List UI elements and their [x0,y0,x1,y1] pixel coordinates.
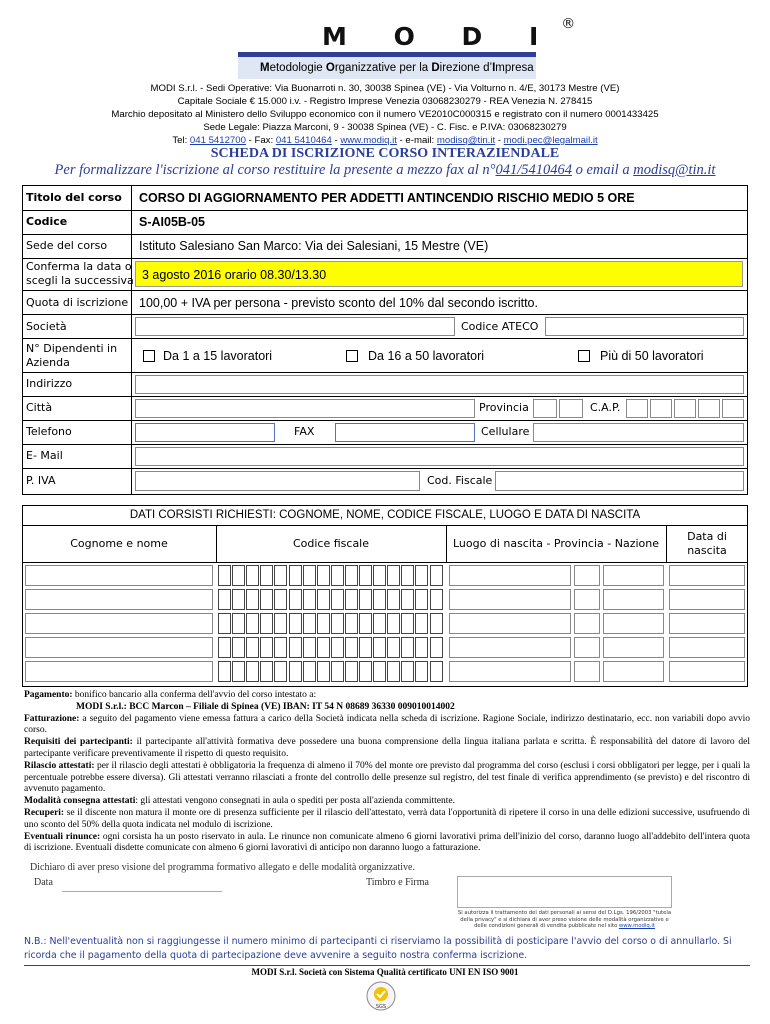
bank-details: MODI S.r.l.: BCC Marcon – Filiale di Spinea (VE) IBAN: IT 54 N 08689 36330 009010014002 [76,701,455,712]
corsista-cf-char[interactable] [317,589,330,610]
dip-50plus-label: Più di 50 lavoratori [600,349,704,363]
cap-char[interactable] [626,399,648,418]
corsista-provincia-input[interactable] [574,637,600,658]
corsista-nome-input[interactable] [25,661,213,682]
corsista-cf-char[interactable] [218,565,231,586]
corsista-cf-char[interactable] [345,589,358,610]
corsista-cf-char[interactable] [317,637,330,658]
row-line [22,468,748,469]
separator: - [331,135,341,146]
corsista-cf-char[interactable] [260,613,273,634]
corsista-cf-char[interactable] [289,661,302,682]
corsista-cf-char[interactable] [218,661,231,682]
conferma-value: 3 agosto 2016 orario 08.30/13.30 [142,268,327,282]
corsista-cf-char[interactable] [359,589,372,610]
corsista-cf-char[interactable] [373,637,386,658]
recuperi-label: Recuperi: [24,807,65,818]
titolo-value: CORSO DI AGGIORNAMENTO PER ADDETTI ANTINCENDIO RISCHIO MEDIO 5 ORE [139,191,635,205]
rilascio-label: Rilascio attestati: [24,760,95,771]
firma-box[interactable] [457,876,672,908]
row-line [22,525,748,526]
pagamento-label: Pagamento: [24,690,73,700]
piva-input[interactable] [135,471,420,491]
citta-label: Città [26,401,53,414]
corsista-cf-char[interactable] [232,565,245,586]
corsista-cf-char[interactable] [260,565,273,586]
address-line-2: Capitale Sociale € 15.000 i.v. - Registro Imprese Venezia 03068230279 - REA Venezia N. 278415 [177,96,593,107]
email-label: - e-mail: [396,135,437,146]
corsista-cf-char[interactable] [373,589,386,610]
corsista-cf-char[interactable] [415,613,428,634]
tagline-part: irezione d’ [439,62,493,74]
corsista-cf-char[interactable] [359,565,372,586]
corsista-cf-char[interactable] [274,565,287,586]
corsista-cf-char[interactable] [317,661,330,682]
corsista-cf-char[interactable] [246,565,259,586]
privacy-text: Si autorizza il trattamento dei dati personali ai sensi del D.Lgs. 196/2003 "tutela della privacy" e si dichiara di aver preso visione delle modalità organizzative e delle condizioni generali di vendita pubblicate nel sito [457,910,672,929]
row-line [22,258,748,259]
corsista-cf-char[interactable] [218,589,231,610]
corsista-cf-char[interactable] [232,613,245,634]
row-line [22,562,748,563]
corsista-nome-input[interactable] [25,637,213,658]
col-cf-header: Codice fiscale [292,537,370,550]
address-line-1: MODI S.r.l. - Sedi Operative: Via Buonarroti n. 30, 30038 Spinea (VE) - Via Volturno n. 4/E, 30173 Mestre (VE) [150,83,620,94]
address-line-4: Sede Legale: Piazza Marconi, 9 - 30038 Spinea (VE) - C. Fisc. e P.IVA: 03068230279 [203,122,567,133]
tagline-initial: I [492,62,496,74]
corsista-provincia-input[interactable] [574,661,600,682]
rinunce-text: ogni corsista ha un posto riservato in aula. Le rinunce non comunicate almeno 6 giorni lavorativi prima dell'inizio del corso, daranno luogo all'addebito dell'intera quota di iscrizione. Eventuali disdette comunicate con almeno 6 giorni lavorativi di anticipo non daranno luogo a fatturazione. [24,831,750,854]
tagline-part: rganizzative per la [334,62,432,74]
corsista-cf-char[interactable] [359,661,372,682]
corsista-cf-char[interactable] [260,661,273,682]
corsista-cf-char[interactable] [387,613,400,634]
ateco-input[interactable] [545,317,744,336]
corsista-cf-char[interactable] [303,637,316,658]
certification-text: MODI S.r.l. Società con Sistema Qualità certificato UNI EN ISO 9001 [251,967,519,977]
company-logo [322,16,576,51]
requisiti-label: Requisiti dei partecipanti: [24,737,133,748]
requisiti-text: il partecipante all'attività formativa deve possedere una buona comprensione della lingua italiana parlata e scritta. È responsabilità del datore di lavoro del partecipante verificare preventivamente il rispetto di questo requisito. [24,737,750,759]
rilascio-text: per il rilascio degli attestati è obbligatoria la frequenza di almeno il 70% del monte ore previsto dal programma del corso (esclusi i corsi obbligatori per legge, per i quali la percentuale potrebbe essere diversa). Gli attestati verranno rilasciati a fronte del controllo delle presenze sul registro, del test finale di verifica apprendimento (se previsto) e del riscontro di avvenuto pagamento. [24,760,750,795]
corsista-cf-char[interactable] [232,637,245,658]
corsista-cf-char[interactable] [303,613,316,634]
corsista-cf-char[interactable] [331,637,344,658]
tagline-part: etodologie [269,62,326,74]
col-luogo-header: Luogo di nascita - Provincia - Nazione [452,537,659,550]
corsista-cf-char[interactable] [303,661,316,682]
corsista-cf-char[interactable] [387,589,400,610]
dip-16-50-checkbox[interactable] [346,350,358,362]
ateco-label: Codice ATECO [461,320,539,333]
telefono-label: Telefono [26,425,72,438]
fax-input[interactable] [335,423,475,442]
corsista-luogo-input[interactable] [449,565,571,586]
website-link[interactable]: www.modiq.it [340,135,397,146]
quota-value: 100,00 + IVA per persona - previsto sconto del 10% dal secondo iscritto. [139,296,538,310]
subtitle-fax-link[interactable]: 041/5410464 [495,162,572,178]
conferma-label: Conferma la data o [26,260,132,273]
rinunce-label: Eventuali rinunce: [24,831,101,842]
col-data-header: nascita [687,544,727,557]
corsista-cf-char[interactable] [274,637,287,658]
tel-link[interactable]: 041 5412700 [189,135,246,146]
cap-char[interactable] [674,399,696,418]
corsista-cf-char[interactable] [415,565,428,586]
telefono-input[interactable] [135,423,275,442]
corsista-cf-char[interactable] [331,565,344,586]
page-subtitle [0,162,770,179]
cap-char[interactable] [698,399,720,418]
dip-16-50-label: Da 16 a 50 lavoratori [368,349,485,363]
data-label: Data [34,877,53,888]
corsista-cf-char[interactable] [317,613,330,634]
modalita-text: : gli attestati vengono consegnati in aula o spediti per posta all'azienda committente. [135,796,455,807]
dipendenti-label: N° Dipendenti in [26,342,118,355]
seal-text: SGS [375,1004,387,1010]
cap-char[interactable] [722,399,744,418]
corsista-luogo-input[interactable] [449,589,571,610]
corsista-cf-char[interactable] [246,589,259,610]
codfiscale-input[interactable] [495,471,744,491]
quota-label: Quota di iscrizione [26,296,129,309]
corsista-cf-char[interactable] [430,637,443,658]
corsista-cf-char[interactable] [415,589,428,610]
corsista-luogo-input[interactable] [449,661,571,682]
dip-50plus-checkbox[interactable] [578,350,590,362]
corsista-luogo-input[interactable] [449,637,571,658]
corsista-nome-input[interactable] [25,589,213,610]
societa-input[interactable] [135,317,455,336]
corsista-cf-char[interactable] [359,613,372,634]
tagline-initial: M [260,62,270,74]
privacy-note [457,910,672,930]
corsista-cf-char[interactable] [331,661,344,682]
titolo-label: Titolo del corso [26,191,122,204]
fax-field-label: FAX [294,425,315,438]
citta-input[interactable] [135,399,475,418]
email-link[interactable]: modisq@tin.it [436,135,496,146]
corsista-cf-char[interactable] [246,661,259,682]
corsista-cf-char[interactable] [274,613,287,634]
email-input[interactable] [135,447,744,466]
registered-mark: ® [561,16,576,32]
corsista-cf-char[interactable] [430,589,443,610]
row-line [22,234,748,235]
data-input[interactable] [62,878,222,892]
corsista-provincia-input[interactable] [574,565,600,586]
corsista-data-input[interactable] [669,565,745,586]
recuperi-text: se il discente non matura il monte ore di presenza sufficiente per il rilascio dell'attestato, verrà data l'opportunità di ripetere il corso in una delle edizioni successive, usufruendo di uno sconto del 50% della quota indicata nel modulo di iscrizione. [24,807,750,830]
corsista-cf-char[interactable] [303,565,316,586]
corsista-cf-char[interactable] [345,661,358,682]
corsista-cf-char[interactable] [387,565,400,586]
corsista-cf-char[interactable] [415,661,428,682]
corsista-cf-char[interactable] [373,661,386,682]
corsista-cf-char[interactable] [232,589,245,610]
corsisti-heading: DATI CORSISTI RICHIESTI: COGNOME, NOME, CODICE FISCALE, LUOGO E DATA DI NASCITA [129,509,641,521]
corsista-cf-char[interactable] [359,637,372,658]
fatturazione-text: a seguito del pagamento viene emessa fattura a carico della Società indicata nella scheda di iscrizione. Ragione Sociale, indirizzo destinatario, ecc. non variabili dopo avvio corso. [24,713,750,736]
corsista-cf-char[interactable] [401,637,414,658]
corsista-nome-input[interactable] [25,565,213,586]
corsista-cf-char[interactable] [289,589,302,610]
corsista-cf-char[interactable] [430,613,443,634]
row-line [22,420,748,421]
row-line [22,444,748,445]
nb-note: N.B.: Nell'eventualità non si raggiungesse il numero minimo di partecipanti ci riserviamo la possibilità di posticipare l'avvio del corso o di annullarlo. Si ricorda che il pagamento della quota di partecipazione deve avvenire a seguito nostra conferma iscrizione. [24,936,732,961]
corsista-cf-char[interactable] [401,661,414,682]
dip-1-15-label: Da 1 a 15 lavoratori [163,349,273,363]
row-line [22,338,748,339]
corsista-cf-char[interactable] [232,661,245,682]
address-line-3: Marchio depositato al Ministero dello Sviluppo economico con il numero VE2010C000315 e registrato con il numero 0001433425 [111,109,659,120]
corsista-nazione-input[interactable] [603,637,664,658]
corsista-cf-char[interactable] [289,565,302,586]
corsista-nazione-input[interactable] [603,661,664,682]
indirizzo-label: Indirizzo [26,377,73,390]
corsista-cf-char[interactable] [430,661,443,682]
corsista-cf-char[interactable] [331,613,344,634]
corsista-cf-char[interactable] [387,637,400,658]
sgs-seal-icon [366,981,396,1011]
footer-conditions [24,690,750,855]
corsista-cf-char[interactable] [246,613,259,634]
corsista-cf-char[interactable] [401,589,414,610]
corsista-nazione-input[interactable] [603,565,664,586]
corsista-cf-char[interactable] [289,637,302,658]
cellulare-input[interactable] [533,423,744,442]
sede-value: Istituto Salesiano San Marco: Via dei Salesiani, 15 Mestre (VE) [139,239,489,253]
corsista-cf-char[interactable] [260,589,273,610]
dichiarazione: Dichiaro di aver preso visione del programma formativo allegato e delle modalità organizzative. [30,862,415,873]
cap-label: C.A.P. [590,401,621,414]
tel-label: Tel: [172,135,190,146]
corsista-cf-char[interactable] [373,565,386,586]
page-title: SCHEDA DI ISCRIZIONE CORSO INTERAZIENDALE [210,146,560,161]
row-line [22,396,748,397]
email-field-label: E- Mail [26,449,63,462]
corsista-cf-char[interactable] [218,613,231,634]
modalita-label: Modalità consegna attestati [24,796,136,807]
corsista-cf-char[interactable] [303,589,316,610]
corsista-cf-char[interactable] [289,613,302,634]
row-line [22,210,748,211]
corsista-nazione-input[interactable] [603,613,664,634]
col-nome-header: Cognome e nome [70,537,168,550]
provincia-label: Provincia [479,401,529,414]
col-data-header: Data di [687,530,727,543]
privacy-link[interactable]: www.modiq.it [618,923,655,929]
pec-link[interactable]: modi.pec@legalmail.it [503,135,598,146]
dip-1-15-checkbox[interactable] [143,350,155,362]
fax-link[interactable]: 041 5410464 [275,135,332,146]
tagline [238,57,536,79]
codice-value: S-AI05B-05 [139,215,205,229]
societa-label: Società [26,320,67,333]
corsista-data-input[interactable] [669,661,745,682]
corsista-nome-input[interactable] [25,613,213,634]
row-line [22,372,748,373]
form-divider [131,185,132,495]
cellulare-label: Cellulare [481,425,530,438]
corsista-cf-char[interactable] [415,637,428,658]
separator: - [495,135,504,146]
row-line [22,290,748,291]
timbro-label: Timbro e Firma [366,877,429,888]
corsista-cf-char[interactable] [430,565,443,586]
corsista-cf-char[interactable] [246,637,259,658]
provincia-char-2[interactable] [559,399,583,418]
fatturazione-label: Fatturazione: [24,713,80,724]
corsista-cf-char[interactable] [345,565,358,586]
codice-label: Codice [26,215,68,228]
corsista-cf-char[interactable] [345,637,358,658]
subtitle-email-link[interactable]: modisq@tin.it [633,162,716,178]
indirizzo-input[interactable] [135,375,744,394]
corsista-cf-char[interactable] [373,613,386,634]
footer-rule [24,965,750,966]
provincia-char-1[interactable] [533,399,557,418]
sede-label: Sede del corso [26,239,108,252]
corsista-cf-char[interactable] [345,613,358,634]
corsista-nazione-input[interactable] [603,589,664,610]
pagamento-text: bonifico bancario alla conferma dell'avvio del corso intestato a: [72,690,317,700]
corsista-provincia-input[interactable] [574,613,600,634]
tagline-initial: O [325,62,335,74]
corsista-cf-char[interactable] [317,565,330,586]
corsista-data-input[interactable] [669,589,745,610]
logo-text: M O D I [322,22,558,51]
corsista-cf-char[interactable] [274,589,287,610]
subtitle-text: o email a [572,162,634,178]
piva-label: P. IVA [26,474,56,487]
row-line [22,314,748,315]
dipendenti-label: Azienda [26,356,70,369]
fax-label: - Fax: [245,135,276,146]
corsista-cf-char[interactable] [274,661,287,682]
corsista-cf-char[interactable] [260,637,273,658]
subtitle-text: Per formalizzare l'iscrizione al corso restituire la presente a mezzo fax al n° [54,162,496,178]
tagline-initial: D [431,62,440,74]
corsista-cf-char[interactable] [387,661,400,682]
corsista-luogo-input[interactable] [449,613,571,634]
corsista-cf-char[interactable] [401,565,414,586]
corsista-cf-char[interactable] [401,613,414,634]
tagline-part: mpresa [495,62,534,74]
corsista-cf-char[interactable] [331,589,344,610]
corsista-cf-char[interactable] [218,637,231,658]
cap-char[interactable] [650,399,672,418]
corsista-data-input[interactable] [669,637,745,658]
corsista-data-input[interactable] [669,613,745,634]
conferma-label: scegli la successiva [26,274,134,287]
codfiscale-label: Cod. Fiscale [427,474,493,487]
corsista-provincia-input[interactable] [574,589,600,610]
